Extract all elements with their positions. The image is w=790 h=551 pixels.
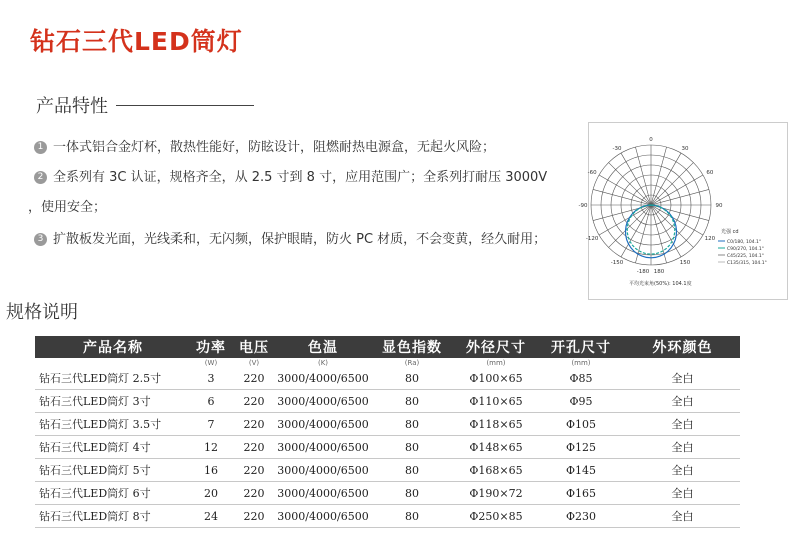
- table-cell: 220: [231, 413, 277, 436]
- unit-cell: (W): [204, 358, 218, 367]
- polar-angle-label: -180: [636, 269, 650, 275]
- polar-angle-label: 60: [706, 170, 714, 176]
- column-header: 外径尺寸: [455, 336, 537, 358]
- polar-angle-label: 120: [704, 236, 716, 242]
- heading-divider: [116, 105, 254, 106]
- unit-cell: [35, 358, 191, 367]
- table-cell: 6: [191, 390, 231, 413]
- feature-item-3: [34, 228, 546, 247]
- table-cell: 3000/4000/6500: [277, 390, 369, 413]
- table-cell: 220: [231, 367, 277, 390]
- table-cell: 钻石三代LED筒灯 2.5寸: [35, 367, 191, 390]
- polar-angle-label: -90: [578, 203, 588, 209]
- table-cell: 80: [369, 436, 455, 459]
- table-cell: Φ95: [537, 390, 625, 413]
- table-row: [35, 505, 740, 528]
- table-row: [35, 459, 740, 482]
- table-cell: 16: [191, 459, 231, 482]
- table-cell: 220: [231, 505, 277, 528]
- table-cell: 全白: [625, 367, 740, 390]
- polar-angle-label: 0: [649, 137, 653, 143]
- polar-legend: [718, 239, 767, 266]
- unit-cell: (Ra): [404, 358, 420, 367]
- polar-chart-svg: [578, 123, 787, 299]
- table-cell: 全白: [625, 482, 740, 505]
- table-cell: 7: [191, 413, 231, 436]
- table-cell: 80: [369, 367, 455, 390]
- table-cell: Φ168×65: [455, 459, 537, 482]
- table-row: [35, 413, 740, 436]
- legend-item: C0/180, 104.1°: [727, 240, 762, 245]
- legend-item: C45/225, 104.1°: [727, 254, 764, 259]
- table-cell: 钻石三代LED筒灯 5寸: [35, 459, 191, 482]
- table-cell: 80: [369, 390, 455, 413]
- table-row: [35, 436, 740, 459]
- page-title: 钻石三代LED筒灯: [30, 27, 243, 56]
- number-badge-icon: 2: [34, 171, 47, 184]
- table-cell: 3000/4000/6500: [277, 505, 369, 528]
- polar-angle-label: -120: [585, 236, 599, 242]
- table-cell: 80: [369, 505, 455, 528]
- feature-item-2-cont: [28, 196, 106, 215]
- feature-item-1: [34, 136, 495, 155]
- table-cell: 24: [191, 505, 231, 528]
- polar-angle-label: -30: [612, 145, 622, 152]
- table-cell: 3000/4000/6500: [277, 482, 369, 505]
- specs-heading: 规格说明: [6, 302, 78, 323]
- table-cell: 全白: [625, 459, 740, 482]
- table-cell: Φ105: [537, 413, 625, 436]
- column-header: 显色指数: [369, 336, 455, 358]
- polar-angle-label: -60: [587, 170, 597, 176]
- unit-cell: (V): [248, 358, 260, 367]
- unit-cell: [625, 358, 740, 367]
- unit-cell: (mm): [486, 358, 506, 367]
- features-heading: [36, 92, 254, 118]
- unit-cell: (K): [317, 358, 329, 367]
- table-cell: 3000/4000/6500: [277, 367, 369, 390]
- feature-text: 一体式铝合金灯杯，散热性能好，防眩设计，阻燃耐热电源盒，无起火风险；: [53, 140, 496, 155]
- polar-angle-label: 150: [679, 260, 691, 267]
- table-cell: 全白: [625, 413, 740, 436]
- table-cell: Φ250×85: [455, 505, 537, 528]
- table-cell: Φ165: [537, 482, 625, 505]
- avg-beam-angle-label: 平均光束角(50%): 104.1度: [629, 281, 692, 287]
- feature-text: ，使用安全；: [28, 200, 107, 215]
- specs-table: [35, 336, 740, 528]
- polar-light-distribution-chart: [578, 122, 788, 300]
- column-header: 开孔尺寸: [537, 336, 625, 358]
- column-header: 产品名称: [35, 336, 191, 358]
- polar-angle-label: 180: [653, 269, 665, 275]
- table-cell: Φ148×65: [455, 436, 537, 459]
- unit-cell: (mm): [571, 358, 591, 367]
- table-cell: 3000/4000/6500: [277, 459, 369, 482]
- legend-title: 光强 cd: [721, 229, 739, 235]
- feature-text: 扩散板发光面，光线柔和，无闪频，保护眼睛，防火 PC 材质，不会变黄，经久耐用；: [53, 232, 547, 247]
- column-header: 功率: [191, 336, 231, 358]
- table-cell: Φ118×65: [455, 413, 537, 436]
- table-cell: Φ110×65: [455, 390, 537, 413]
- table-cell: Φ100×65: [455, 367, 537, 390]
- table-cell: 220: [231, 390, 277, 413]
- table-cell: 全白: [625, 436, 740, 459]
- table-header-row: [35, 336, 740, 358]
- table-cell: 钻石三代LED筒灯 4寸: [35, 436, 191, 459]
- feature-item-2: [34, 166, 547, 185]
- polar-angle-label: 90: [715, 203, 723, 209]
- table-cell: 钻石三代LED筒灯 6寸: [35, 482, 191, 505]
- number-badge-icon: 1: [34, 141, 47, 154]
- table-cell: 钻石三代LED筒灯 8寸: [35, 505, 191, 528]
- table-cell: 全白: [625, 505, 740, 528]
- column-header: 色温: [277, 336, 369, 358]
- legend-item: C135/315, 104.1°: [727, 261, 767, 266]
- polar-angle-label: -150: [610, 260, 624, 267]
- units-row: [35, 358, 740, 367]
- table-cell: 220: [231, 459, 277, 482]
- table-cell: 3000/4000/6500: [277, 413, 369, 436]
- table-cell: Φ190×72: [455, 482, 537, 505]
- column-header: 电压: [231, 336, 277, 358]
- features-heading-text: 产品特性: [36, 96, 108, 117]
- table-row: [35, 482, 740, 505]
- table-row: [35, 390, 740, 413]
- table-cell: 80: [369, 482, 455, 505]
- table-cell: Φ230: [537, 505, 625, 528]
- table-cell: 220: [231, 436, 277, 459]
- feature-text: 全系列有 3C 认证，规格齐全，从 2.5 寸到 8 寸，应用范围广；全系列打耐压 3000V: [53, 170, 548, 185]
- table-cell: 3000/4000/6500: [277, 436, 369, 459]
- table-cell: 12: [191, 436, 231, 459]
- table-cell: Φ125: [537, 436, 625, 459]
- column-header: 外环颜色: [625, 336, 740, 358]
- table-cell: Φ85: [537, 367, 625, 390]
- table-cell: 钻石三代LED筒灯 3寸: [35, 390, 191, 413]
- table-cell: 80: [369, 459, 455, 482]
- table-cell: 全白: [625, 390, 740, 413]
- table-cell: 220: [231, 482, 277, 505]
- table-cell: 钻石三代LED筒灯 3.5寸: [35, 413, 191, 436]
- legend-item: C90/270, 104.1°: [727, 247, 764, 252]
- polar-angle-label: 30: [681, 145, 689, 152]
- number-badge-icon: 3: [34, 233, 47, 246]
- table-cell: 20: [191, 482, 231, 505]
- table-cell: 3: [191, 367, 231, 390]
- table-cell: Φ145: [537, 459, 625, 482]
- table-row: [35, 367, 740, 390]
- table-cell: 80: [369, 413, 455, 436]
